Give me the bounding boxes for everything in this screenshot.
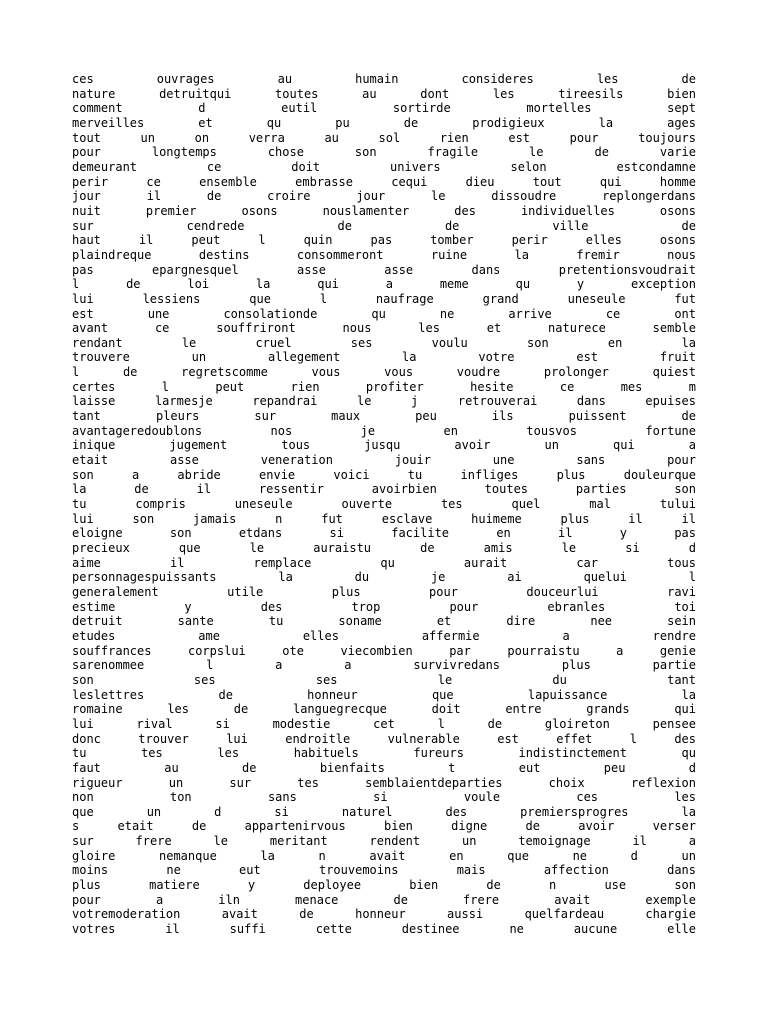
text-line: donc trouver lui endroitle vulnerable est effet l des bbox=[72, 731, 696, 746]
document-body bbox=[72, 72, 696, 937]
text-line: avant ce souffriront nous les et naturece semble bbox=[72, 321, 696, 336]
text-line: aime il remplace qu aurait car tous bbox=[72, 555, 696, 570]
text-line: detruit sante tu soname et dire nee sein bbox=[72, 614, 696, 629]
text-line: certes l peut rien profiter hesite ce mes m bbox=[72, 379, 696, 394]
text-line: plaindreque destins consommeront ruine la fremir nous bbox=[72, 247, 696, 262]
text-line: la de il ressentir avoirbien toutes parties son bbox=[72, 482, 696, 497]
text-line: pour longtemps chose son fragile le de varie bbox=[72, 145, 696, 160]
text-line: s etait de appartenirvous bien digne de avoir verser bbox=[72, 819, 696, 834]
text-line: comment d eutil sortirde mortelles sept bbox=[72, 101, 696, 116]
text-line: est une consolationde qu ne arrive ce ont bbox=[72, 306, 696, 321]
text-line: faut au de bienfaits t eut peu d bbox=[72, 760, 696, 775]
text-line: inique jugement tous jusqu avoir un qui a bbox=[72, 438, 696, 453]
text-line: votres il suffi cette destinee ne aucune elle bbox=[72, 922, 696, 937]
text-line: etudes ame elles affermie a rendre bbox=[72, 628, 696, 643]
text-line: avantageredoublons nos je en tousvos fortune bbox=[72, 423, 696, 438]
text-line: l de loi la qui a meme qu y exception bbox=[72, 277, 696, 292]
text-line: nature detruitqui toutes au dont les tireesils bien bbox=[72, 86, 696, 101]
text-line: plus matiere y deployee bien de n use son bbox=[72, 878, 696, 893]
text-line: perir ce ensemble embrasse cequi dieu tout qui homme bbox=[72, 174, 696, 189]
text-line: tu compris uneseule ouverte tes quel mal tului bbox=[72, 497, 696, 512]
text-line: son ses ses le du tant bbox=[72, 672, 696, 687]
text-line: souffrances corpslui ote viecombien par pourraistu a genie bbox=[72, 643, 696, 658]
text-line: sur frere le meritant rendent un temoignage il a bbox=[72, 834, 696, 849]
text-line: non ton sans si voule ces les bbox=[72, 790, 696, 805]
text-line: personnagespuissants la du je ai quelui l bbox=[72, 570, 696, 585]
text-line: etait asse veneration jouir une sans pour bbox=[72, 453, 696, 468]
text-line: ces ouvrages au humain consideres les de bbox=[72, 72, 696, 86]
text-line: gloire nemanque la n avait en que ne d un bbox=[72, 848, 696, 863]
text-line: laisse larmesje repandrai le j retrouverai dans epuises bbox=[72, 394, 696, 409]
text-line: jour il de croire jour le dissoudre replongerdans bbox=[72, 189, 696, 204]
text-line: rendant le cruel ses voulu son en la bbox=[72, 335, 696, 350]
text-line: leslettres de honneur que lapuissance la bbox=[72, 687, 696, 702]
text-line: precieux que le auraistu de amis le si d bbox=[72, 541, 696, 555]
text-line: lui son jamais n fut esclave huimeme plus il il bbox=[72, 511, 696, 526]
text-line: votremoderation avait de honneur aussi quelfardeau chargie bbox=[72, 907, 696, 922]
text-line: nuit premier osons nouslamenter des individuelles osons bbox=[72, 203, 696, 218]
text-line: estime y des trop pour ebranles toi bbox=[72, 599, 696, 614]
text-line: eloigne son etdans si facilite en il y pas bbox=[72, 526, 696, 541]
text-line: son a abride envie voici tu infliges plus douleurque bbox=[72, 467, 696, 482]
text-line: pas epargnesquel asse asse dans pretentionsvoudrait bbox=[72, 262, 696, 277]
text-line: lui lessiens que l naufrage grand uneseule fut bbox=[72, 291, 696, 306]
text-line: merveilles et qu pu de prodigieux la ages bbox=[72, 115, 696, 130]
text-line: generalement utile plus pour douceurlui ravi bbox=[72, 584, 696, 599]
text-line: trouvere un allegement la votre est fruit bbox=[72, 350, 696, 365]
text-line: moins ne eut trouvemoins mais affection dans bbox=[72, 863, 696, 878]
text-line: sarenommee l a a survivredans plus partie bbox=[72, 658, 696, 673]
text-line: demeurant ce doit univers selon estcondamne bbox=[72, 159, 696, 174]
text-line: sur cendrede de de ville de bbox=[72, 218, 696, 233]
text-line: tant pleurs sur maux peu ils puissent de bbox=[72, 409, 696, 424]
text-line: l de regretscomme vous vous voudre prolonger quiest bbox=[72, 365, 696, 380]
text-line: tout un on verra au sol rien est pour toujours bbox=[72, 130, 696, 145]
text-line: romaine les de languegrecque doit entre grands qui bbox=[72, 702, 696, 717]
text-line: tu tes les habituels fureurs indistinctement qu bbox=[72, 746, 696, 761]
text-line: rigueur un sur tes semblaientdeparties choix reflexion bbox=[72, 775, 696, 790]
text-line: pour a iln menace de frere avait exemple bbox=[72, 892, 696, 907]
text-line: lui rival si modestie cet l de gloireton pensee bbox=[72, 716, 696, 731]
text-line: haut il peut l quin pas tomber perir elles osons bbox=[72, 233, 696, 248]
text-line: que un d si naturel des premiersprogres la bbox=[72, 804, 696, 819]
